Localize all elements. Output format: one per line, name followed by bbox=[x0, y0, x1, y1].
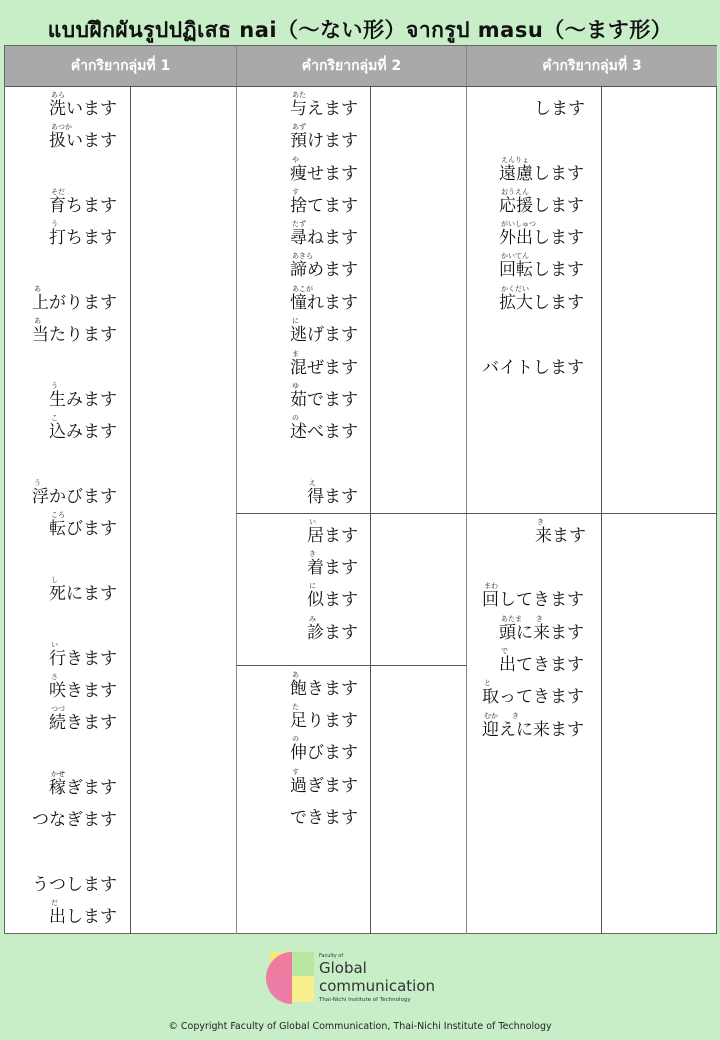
verb-item: 預けます bbox=[290, 131, 358, 151]
furigana: す bbox=[292, 768, 299, 776]
verb-item: 拡大します bbox=[499, 293, 584, 313]
furigana: だ bbox=[51, 899, 58, 907]
header-group-1: คำกริยากลุ่มที่ 1 bbox=[5, 46, 236, 86]
verb-item: 当たります bbox=[32, 325, 117, 345]
furigana: ま bbox=[292, 350, 299, 358]
page-title: แบบฝึกผันรูปปฏิเสธ nai（～ない形）จากรูป masu（～ます形） bbox=[47, 18, 673, 42]
furigana: き bbox=[309, 550, 316, 558]
furigana: つづ bbox=[51, 705, 65, 713]
conjugation-table bbox=[4, 45, 717, 934]
verb-item: うつします bbox=[32, 875, 117, 895]
verb-item: 打ちます bbox=[49, 228, 117, 248]
header-group-2: คำกริยากลุ่มที่ 2 bbox=[237, 46, 466, 86]
logo-line2: communication bbox=[319, 977, 436, 995]
furigana: そだ bbox=[51, 188, 65, 196]
furigana: まわ bbox=[484, 582, 498, 590]
answer-column-divider bbox=[601, 86, 602, 934]
verb-item: 育ちます bbox=[49, 196, 117, 216]
verb-item: 上がります bbox=[32, 293, 117, 313]
verb-item: 与えます bbox=[290, 99, 358, 119]
verb-item: 死にます bbox=[49, 584, 117, 604]
answer-column-divider bbox=[130, 86, 131, 934]
furigana: で bbox=[501, 647, 508, 655]
furigana: かくだい bbox=[501, 285, 529, 293]
furigana: さ bbox=[51, 673, 58, 681]
verb-item: 外出します bbox=[499, 228, 584, 248]
verb-item: 行きます bbox=[49, 649, 117, 669]
verb-item: 咲きます bbox=[49, 681, 117, 701]
furigana: に bbox=[309, 582, 316, 590]
furigana: おうえん bbox=[501, 188, 529, 196]
verb-item: 着ます bbox=[307, 558, 358, 578]
column-divider bbox=[236, 46, 237, 934]
verb-item: バイトします bbox=[482, 358, 584, 378]
furigana: い bbox=[51, 641, 58, 649]
column-divider bbox=[466, 46, 467, 934]
verb-item: 尋ねます bbox=[290, 228, 358, 248]
furigana: むか き bbox=[484, 712, 519, 720]
furigana: かせ bbox=[51, 770, 65, 778]
furigana: い bbox=[309, 518, 316, 526]
furigana: あつか bbox=[51, 123, 72, 131]
furigana: に bbox=[292, 317, 299, 325]
verb-item: 稼ぎます bbox=[49, 778, 117, 798]
verb-item: つなぎます bbox=[32, 810, 117, 830]
verb-item: できます bbox=[290, 808, 358, 828]
verb-item: 逃げます bbox=[290, 325, 358, 345]
verb-item: 憧れます bbox=[290, 293, 358, 313]
furigana: あ bbox=[34, 317, 41, 325]
furigana: き bbox=[537, 518, 544, 526]
verb-item: 捨てます bbox=[290, 196, 358, 216]
logo-line3: Thai-Nichi Institute of Technology bbox=[319, 997, 411, 1003]
furigana: た bbox=[292, 703, 299, 711]
furigana: や bbox=[292, 156, 299, 164]
verb-item: 洗います bbox=[49, 99, 117, 119]
furigana: あら bbox=[51, 91, 65, 99]
furigana: こ bbox=[51, 414, 58, 422]
furigana: す bbox=[292, 188, 299, 196]
section-divider bbox=[236, 513, 717, 514]
verb-item: 混ぜます bbox=[290, 358, 358, 378]
verb-item: 遠慮します bbox=[499, 164, 584, 184]
verb-item: 転びます bbox=[49, 519, 117, 539]
verb-item: 足ります bbox=[290, 711, 358, 731]
furigana: あ bbox=[34, 285, 41, 293]
furigana: う bbox=[51, 382, 58, 390]
verb-item: 診ます bbox=[307, 623, 358, 643]
furigana: の bbox=[292, 414, 299, 422]
verb-item: 頭に来ます bbox=[499, 623, 584, 643]
logo-small-text: Faculty of bbox=[319, 953, 344, 959]
verb-item: 痩せます bbox=[290, 164, 358, 184]
verb-item: 似ます bbox=[307, 590, 358, 610]
verb-item: 浮かびます bbox=[32, 487, 117, 507]
furigana: う bbox=[34, 479, 41, 487]
furigana: え bbox=[309, 479, 316, 487]
furigana: ゆ bbox=[292, 382, 299, 390]
furigana: あず bbox=[292, 123, 306, 131]
furigana: ころ bbox=[51, 511, 65, 519]
furigana: あきら bbox=[292, 252, 313, 260]
verb-item: 述べます bbox=[290, 422, 358, 442]
verb-item: 込みます bbox=[49, 422, 117, 442]
verb-item: 取ってきます bbox=[482, 687, 584, 707]
furigana: の bbox=[292, 735, 299, 743]
verb-item: 飽きます bbox=[290, 679, 358, 699]
verb-item: 応援します bbox=[499, 196, 584, 216]
section-divider bbox=[236, 665, 467, 666]
verb-item: します bbox=[534, 99, 585, 119]
furigana: う bbox=[51, 220, 58, 228]
logo-line1: Global bbox=[319, 959, 367, 977]
verb-item: 茹でます bbox=[290, 390, 358, 410]
verb-item: 出てきます bbox=[499, 655, 584, 675]
faculty-logo bbox=[262, 948, 462, 1008]
verb-item: 出します bbox=[49, 907, 117, 927]
header-bottom-line bbox=[5, 86, 717, 87]
verb-item: 迎えに来ます bbox=[482, 720, 584, 740]
furigana: あ bbox=[292, 671, 299, 679]
verb-item: 続きます bbox=[49, 713, 117, 733]
verb-item: 伸びます bbox=[290, 743, 358, 763]
furigana: み bbox=[309, 615, 316, 623]
verb-item: 来ます bbox=[535, 526, 586, 546]
verb-item: 諦めます bbox=[290, 260, 358, 280]
copyright-text: © Copyright Faculty of Global Communication, Thai-Nichi Institute of Technology bbox=[168, 1021, 552, 1032]
furigana: し bbox=[51, 576, 58, 584]
verb-item: 居ます bbox=[307, 526, 358, 546]
verb-item: 過ぎます bbox=[290, 776, 358, 796]
verb-item: 回転します bbox=[499, 260, 584, 280]
furigana: あた bbox=[292, 91, 306, 99]
answer-column-divider bbox=[370, 86, 371, 934]
furigana: かいてん bbox=[501, 252, 529, 260]
furigana: あこが bbox=[292, 285, 313, 293]
furigana: と bbox=[484, 679, 491, 687]
verb-item: 扱います bbox=[49, 131, 117, 151]
verb-item: 得ます bbox=[307, 487, 358, 507]
furigana: あたま き bbox=[501, 615, 543, 623]
verb-item: 回してきます bbox=[482, 590, 584, 610]
furigana: たず bbox=[292, 220, 306, 228]
verb-item: 生みます bbox=[49, 390, 117, 410]
furigana: えんりょ bbox=[501, 156, 529, 164]
header-group-3: คำกริยากลุ่มที่ 3 bbox=[467, 46, 717, 86]
furigana: がいしゅつ bbox=[501, 220, 536, 228]
